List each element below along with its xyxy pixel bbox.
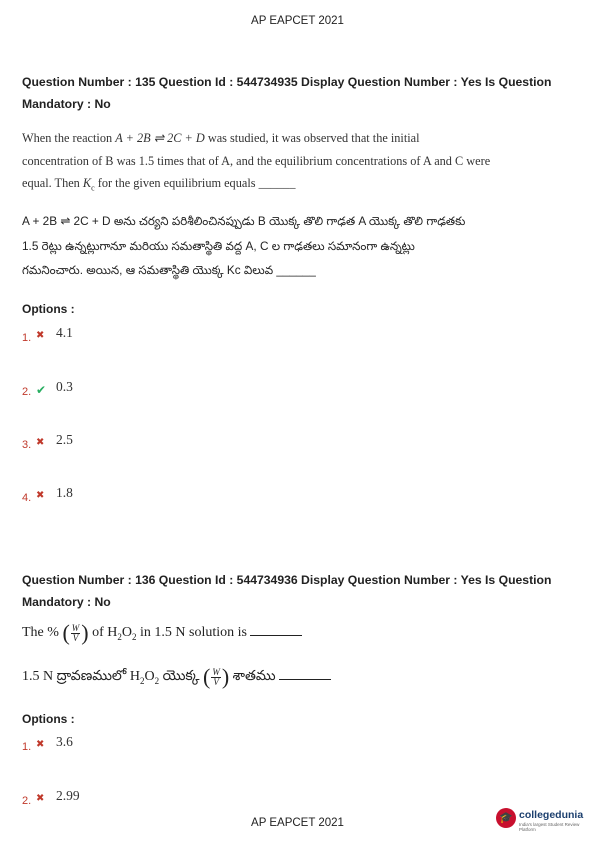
option-number: 2. bbox=[22, 795, 32, 807]
option-number: 3. bbox=[22, 439, 32, 451]
w-by-v-fraction-te: $\frac{W}{V}$ bbox=[212, 666, 220, 687]
q136-header-line1: Question Number : 136 Question Id : 544734936 Display Question Number : Yes Is Question bbox=[22, 573, 552, 587]
option-number: 2. bbox=[22, 386, 32, 398]
option-value: 1.8 bbox=[56, 485, 73, 500]
q135-header-line1: Question Number : 135 Question Id : 544734935 Display Question Number : Yes Is Question bbox=[22, 75, 552, 89]
logo-subtext: India's largest Student Review Platform bbox=[519, 822, 580, 832]
q136-en-mid: of H bbox=[92, 625, 118, 641]
cross-icon: ✖ bbox=[36, 739, 45, 750]
cross-icon: ✖ bbox=[36, 437, 45, 448]
cross-icon: ✖ bbox=[36, 490, 45, 501]
option-value: 2.5 bbox=[56, 432, 73, 447]
option-number: 1. bbox=[22, 741, 32, 753]
q136-en-post: in 1.5 N solution is bbox=[136, 625, 247, 641]
q135-option-4 bbox=[22, 485, 222, 505]
w-by-v-fraction: $\frac{W}{V}$ bbox=[71, 622, 80, 643]
answer-blank-te bbox=[279, 679, 331, 680]
graduate-icon: 🎓 bbox=[496, 808, 516, 828]
q135-english-text bbox=[22, 127, 562, 200]
check-icon: ✔ bbox=[36, 383, 47, 397]
q135-options-label: Options : bbox=[22, 302, 75, 316]
q135-en-line2: concentration of B was 1.5 times that of A, and the equilibrium concentrations of A and C were bbox=[22, 153, 491, 168]
q136-te-pre: 1.5 N ద్రావణములో H bbox=[22, 669, 140, 685]
q135-en-line1-post: was studied, it was observed that the initial bbox=[204, 131, 420, 145]
option-value: 2.99 bbox=[56, 788, 80, 803]
collegedunia-logo bbox=[496, 806, 591, 832]
q135-kc: K bbox=[82, 176, 92, 190]
q136-header bbox=[22, 569, 577, 613]
option-value: 4.1 bbox=[56, 325, 73, 340]
q136-te-post: శాతము bbox=[232, 669, 276, 685]
q135-te-line3: గమనించారు. అయిన, ఆ సమతాస్థితి యొక్క Kc విలువ ______ bbox=[22, 263, 316, 277]
logo-text: collegedunia bbox=[519, 809, 584, 821]
q135-option-2 bbox=[22, 379, 222, 399]
q136-options-label: Options : bbox=[22, 712, 75, 726]
cross-icon: ✖ bbox=[36, 330, 45, 341]
option-number: 1. bbox=[22, 332, 32, 344]
q135-en-line1-pre: When the reaction bbox=[22, 131, 116, 145]
q136-option-2 bbox=[22, 788, 222, 808]
q135-header-line2: Mandatory : No bbox=[22, 97, 111, 111]
q135-option-3 bbox=[22, 432, 222, 452]
q135-telugu-text bbox=[22, 209, 567, 283]
q135-en-line3-pre: equal. Then bbox=[22, 176, 83, 190]
q135-option-1 bbox=[22, 325, 222, 345]
q136-en-pre: The % bbox=[22, 625, 59, 641]
q135-kc-sub: c bbox=[91, 183, 95, 193]
answer-blank bbox=[250, 635, 302, 636]
q135-en-line3-post: for the given equilibrium equals ______ bbox=[94, 176, 296, 190]
q136-te-mid: యొక్క bbox=[159, 669, 200, 685]
q135-te-line1: A + 2B ⇌ 2C + D అను చర్యని పరిశీలించినప్పుడు B యొక్క తొలి గాఢత A యొక్క తొలి గాఢతకు bbox=[22, 214, 466, 228]
q135-te-line2: 1.5 రెట్లు ఉన్నట్లుగానూ మరియు సమతాస్థితి వద్ద A, C ల గాఢతలు సమానంగా ఉన్నట్లు bbox=[22, 238, 415, 253]
option-value: 3.6 bbox=[56, 734, 73, 749]
q135-header bbox=[22, 71, 577, 115]
page-footer: AP EAPCET 2021 bbox=[251, 817, 344, 829]
q136-option-1 bbox=[22, 734, 222, 754]
q136-telugu-text: 1.5 N ద్రావణములో $H_2O_2$ యొక్క ( $\frac{W}{V}$ ) శాతము bbox=[22, 664, 331, 690]
q136-header-line2: Mandatory : No bbox=[22, 595, 111, 609]
option-value: 0.3 bbox=[56, 379, 73, 394]
q136-english-text: The % ( $\frac{W}{V}$ ) of $H_2O_2$ in 1.5 N solution is bbox=[22, 620, 302, 646]
page-header: AP EAPCET 2021 bbox=[251, 15, 344, 27]
q135-reaction: A + 2B ⇌ 2C + D bbox=[115, 131, 205, 145]
cross-icon: ✖ bbox=[36, 793, 45, 804]
option-number: 4. bbox=[22, 492, 32, 504]
